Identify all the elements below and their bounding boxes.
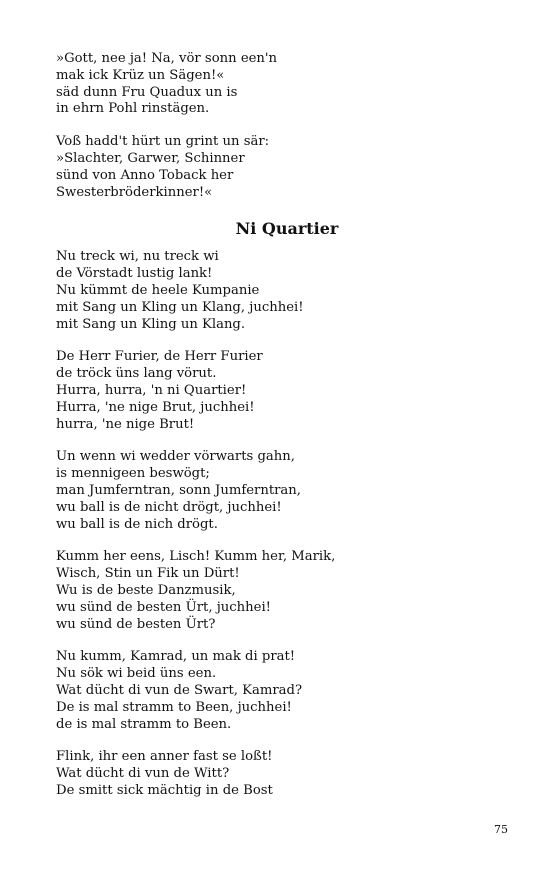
verse-line: mak ick Krüz un Sägen!« [56, 67, 225, 83]
verse-line: Flink, ihr een anner fast se loßt! [56, 749, 273, 765]
verse-line: de tröck üns lang vörut. [56, 366, 217, 382]
stanza [56, 749, 506, 799]
previous-poem-ending [56, 51, 506, 201]
verse-line: De Herr Furier, de Herr Furier [56, 349, 263, 365]
verse-line: sünd von Anno Toback her [56, 167, 234, 183]
verse-line: De smitt sick mächtig in de Bost [56, 782, 273, 798]
stanza [56, 249, 506, 333]
verse-line: Nu kümmt de heele Kumpanie [56, 282, 260, 298]
stanza [56, 51, 506, 118]
verse-line: hurra, 'ne nige Brut! [56, 416, 195, 432]
verse-line: Nu sök wi beid üns een. [56, 666, 217, 682]
stanza [56, 449, 506, 533]
verse-line: De is mal stramm to Been, juchhei! [56, 699, 292, 715]
stanza [56, 549, 506, 633]
verse-line: de is mal stramm to Been. [56, 716, 232, 732]
verse-line: Hurra, hurra, 'n ni Quartier! [56, 382, 247, 398]
text-block [56, 51, 506, 816]
poem-body [56, 249, 506, 799]
verse-line: mit Sang un Kling un Klang. [56, 316, 246, 332]
verse-line: mit Sang un Kling un Klang, juchhei! [56, 299, 304, 315]
verse-line: Kumm her eens, Lisch! Kumm her, Marik, [56, 549, 336, 565]
verse-line: Voß hadd't hürt un grint un sär: [56, 134, 270, 150]
stanza [56, 134, 506, 201]
verse-line: Wu is de beste Danzmusik, [56, 582, 236, 598]
verse-line: in ehrn Pohl rinstägen. [56, 101, 210, 117]
verse-line: Hurra, 'ne nige Brut, juchhei! [56, 399, 255, 415]
verse-line: wu ball is de nicht drögt, juchhei! [56, 499, 282, 515]
verse-line: wu sünd de besten Ürt, juchhei! [56, 599, 271, 615]
verse-line: wu sünd de besten Ürt? [56, 616, 216, 632]
verse-line: wu ball is de nich drögt. [56, 516, 218, 532]
verse-line: Wat dücht di vun de Witt? [56, 766, 230, 782]
verse-line: Nu treck wi, nu treck wi [56, 249, 219, 265]
stanza [56, 649, 506, 733]
verse-line: säd dunn Fru Quadux un is [56, 84, 238, 100]
page-number: 75 [494, 823, 508, 836]
verse-line: de Vörstadt lustig lank! [56, 266, 213, 282]
verse-line: »Gott, nee ja! Na, vör sonn een'n [56, 51, 278, 66]
verse-line: Nu kumm, Kamrad, un mak di prat! [56, 649, 296, 665]
verse-line: »Slachter, Garwer, Schinner [56, 150, 245, 166]
verse-line: man Jumferntran, sonn Jumferntran, [56, 482, 301, 498]
verse-line: Wat dücht di vun de Swart, Kamrad? [56, 682, 303, 698]
verse-line: Swesterbröderkinner!« [56, 184, 213, 200]
poem-title: Ni Quartier [235, 219, 339, 239]
verse-line: Un wenn wi wedder vörwarts gahn, [56, 449, 295, 465]
verse-line: Wisch, Stin un Fik un Dürt! [56, 566, 240, 582]
stanza [56, 349, 506, 433]
verse-line: is mennigeen beswögt; [56, 466, 210, 482]
